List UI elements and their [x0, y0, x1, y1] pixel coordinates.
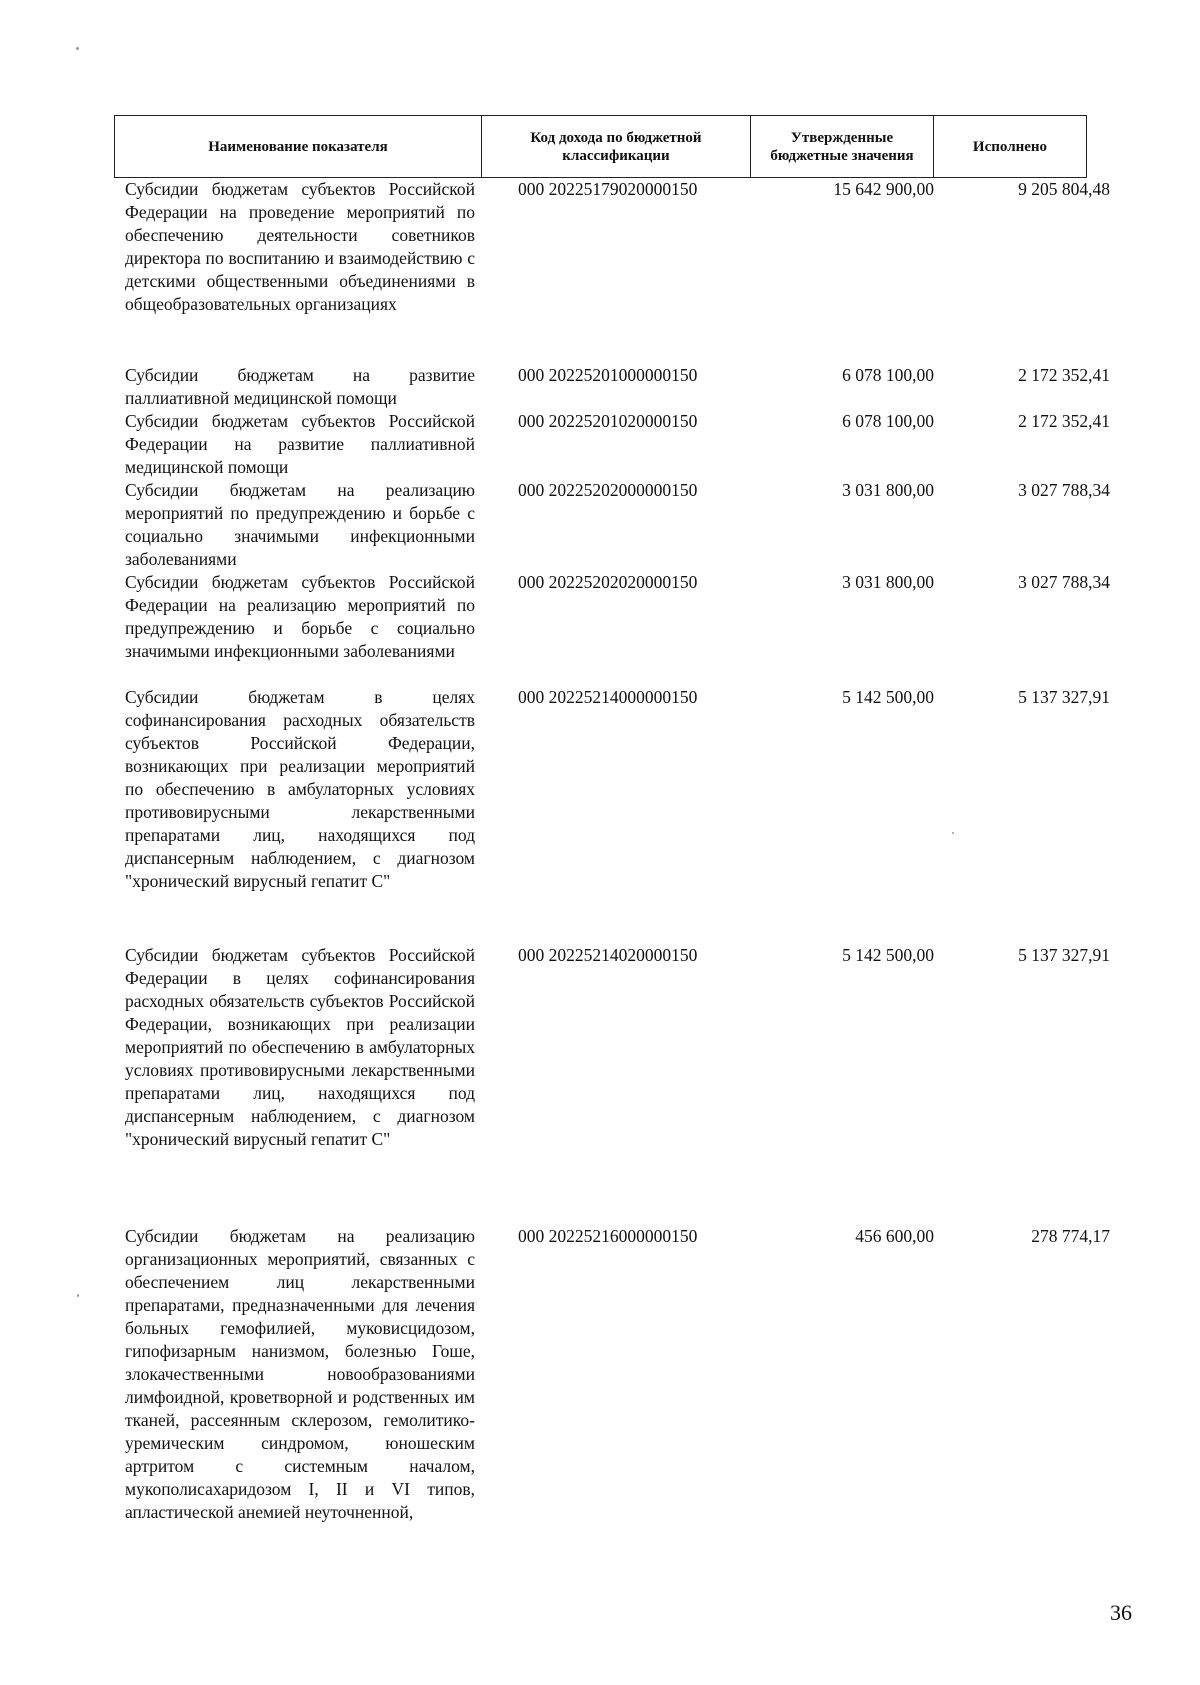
- row-code: 000 20225201000000150: [518, 365, 698, 385]
- row-name: Субсидии бюджетам субъектов Российской Федерации на реализацию мероприятий по предупреждению и борьбе с социально значимыми инфекционными заболеваниями: [125, 572, 475, 661]
- row-code: 000 20225214020000150: [518, 945, 698, 965]
- scan-speck: [77, 1294, 79, 1297]
- page-number: 36: [1110, 1600, 1132, 1625]
- header-name: Наименование показателя: [115, 116, 482, 177]
- row-name: Субсидии бюджетам субъектов Российской Федерации на проведение мероприятий по обеспечению деятельности советников директора по воспитанию и взаимодействию с детскими общественными объединениями в общеобразовательных организациях: [125, 179, 475, 314]
- row-name: Субсидии бюджетам в целях софинансирования расходных обязательств субъектов Российской Федерации, возникающих при реализации мероприятий по обеспечению в амбулаторных условиях противовирусными лекарственными препаратами лиц, находящихся под диспансерным наблюдением, с диагнозом "хронический вирусный гепатит С": [125, 687, 475, 891]
- row-approved: 456 600,00: [855, 1226, 934, 1246]
- scan-speck: [76, 47, 79, 50]
- row-name: Субсидии бюджетам на реализацию организационных мероприятий, связанных с обеспечением лиц лекарственными препаратами, предназначенными для лечения больных гемофилией, муковисцидозом, гипофизарным нанизмом, болезнью Гоше, злокачественными новообразованиями лимфоидной, кроветворной и родственных им тканей, рассеянным склерозом, гемолитико-уремическим синдромом, юношеским артритом с системным началом, мукополисахаридозом I, II и VI типов, апластической анемией неуточненной,: [125, 1226, 475, 1522]
- row-approved: 15 642 900,00: [833, 179, 934, 199]
- row-name: Субсидии бюджетам на развитие паллиативной медицинской помощи: [125, 365, 475, 408]
- header-approved: Утвержденные бюджетные значения: [751, 116, 934, 177]
- row-executed: 2 172 352,41: [1018, 365, 1110, 385]
- row-approved: 6 078 100,00: [842, 365, 934, 385]
- row-executed: 3 027 788,34: [1018, 480, 1110, 500]
- row-name: Субсидии бюджетам субъектов Российской Федерации в целях софинансирования расходных обязательств субъектов Российской Федерации, возникающих при реализации мероприятий по обеспечению в амбулаторных условиях противовирусными лекарственными препаратами лиц, находящихся под диспансерным наблюдением, с диагнозом "хронический вирусный гепатит С": [125, 945, 475, 1149]
- row-executed: 3 027 788,34: [1018, 572, 1110, 592]
- row-code: 000 20225202020000150: [518, 572, 698, 592]
- row-executed: 5 137 327,91: [1018, 945, 1110, 965]
- row-code: 000 20225214000000150: [518, 687, 698, 707]
- row-approved: 6 078 100,00: [842, 411, 934, 431]
- header-executed: Исполнено: [972, 138, 1048, 155]
- row-code: 000 20225216000000150: [518, 1226, 698, 1246]
- row-name: Субсидии бюджетам на реализацию мероприятий по предупреждению и борьбе с социально значимыми инфекционными заболеваниями: [125, 480, 475, 569]
- row-code: 000 20225179020000150: [518, 179, 698, 199]
- row-name: Субсидии бюджетам субъектов Российской Федерации на развитие паллиативной медицинской помощи: [125, 411, 475, 477]
- row-executed: 2 172 352,41: [1018, 411, 1110, 431]
- table-header: [114, 115, 1087, 178]
- row-approved: 5 142 500,00: [842, 945, 934, 965]
- row-approved: 3 031 800,00: [842, 572, 934, 592]
- row-code: 000 20225202000000150: [518, 480, 698, 500]
- row-executed: 9 205 804,48: [1018, 179, 1110, 199]
- row-executed: 5 137 327,91: [1018, 687, 1110, 707]
- row-code: 000 20225201020000150: [518, 411, 698, 431]
- header-code: Код дохода по бюджетной классификации: [482, 116, 751, 177]
- row-approved: 3 031 800,00: [842, 480, 934, 500]
- row-approved: 5 142 500,00: [842, 687, 934, 707]
- scan-speck: [952, 832, 954, 834]
- row-executed: 278 774,17: [1031, 1226, 1110, 1246]
